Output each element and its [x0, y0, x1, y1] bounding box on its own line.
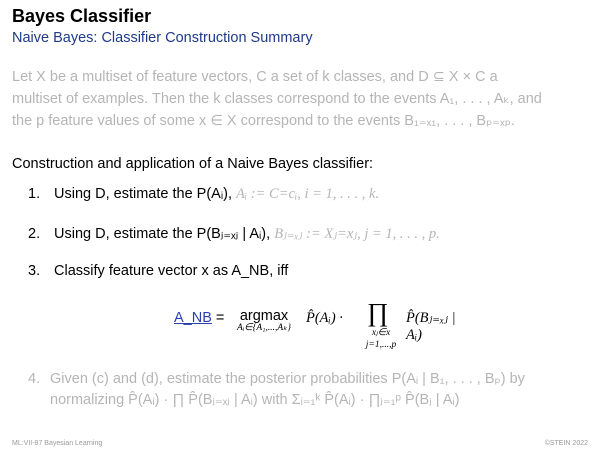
- step-4-number: 4.: [28, 371, 41, 387]
- classification-formula: [174, 300, 474, 360]
- product-subscript-1: xⱼ∈x: [371, 328, 391, 338]
- step-2-text: Using D, estimate the P(Bⱼ₌ₓⱼ | Aᵢ),: [54, 226, 271, 242]
- formula-lhs: [174, 310, 224, 326]
- step-3-number: 3.: [28, 263, 41, 279]
- step-2-number: 2.: [28, 226, 41, 242]
- argmax-label: argmax: [239, 308, 289, 324]
- intro-line-2: multiset of examples. Then the k classes correspond to the events A₁, . . . , Aₖ, and: [12, 91, 542, 107]
- step-3-text: Classify feature vector x as A_NB, iff: [54, 263, 289, 279]
- product-subscript: [361, 327, 401, 351]
- prior-term: P̂(Aᵢ) ·: [306, 310, 343, 326]
- formula-equals: =: [215, 310, 225, 326]
- intro-paragraph: [12, 66, 592, 132]
- anb-symbol: A_NB: [174, 310, 212, 326]
- argmax-operator: [224, 308, 304, 333]
- step-2-note: Bⱼ₌ₓⱼ := Xⱼ=xⱼ, j = 1, . . . , p.: [274, 226, 440, 242]
- section-heading: Construction and application of a Naive Bayes classifier:: [12, 156, 374, 172]
- step-1-number: 1.: [28, 186, 41, 202]
- slide-subtitle: Naive Bayes: Classifier Construction Summary: [12, 30, 313, 46]
- footer-right: ©STEIN 2022: [544, 440, 588, 447]
- likelihood-term: P̂(Bⱼ₌ₓⱼ | Aᵢ): [406, 310, 456, 343]
- footer-left: ML:VII-87 Bayesian Learning: [12, 440, 103, 447]
- intro-line-1: Let X be a multiset of feature vectors, C a set of k classes, and D ⊆ X × C a: [12, 69, 498, 85]
- product-subscript-2: j=1,...,p: [365, 340, 397, 350]
- slide-title: Bayes Classifier: [12, 6, 152, 26]
- step-2: [28, 226, 440, 243]
- step-1: [28, 186, 379, 203]
- step-1-note: Aᵢ := C=cᵢ, i = 1, . . . , k.: [236, 186, 380, 202]
- step-4-line-1: Given (c) and (d), estimate the posterior probabilities P(Aᵢ | B₁, . . . , Bₚ) by: [50, 371, 525, 387]
- argmax-subscript: Aᵢ∈{A₁,...,Aₖ}: [236, 323, 291, 333]
- intro-line-3: the p feature values of some x ∈ X correspond to the events B₁₌ₓ₁, . . . , Bₚ₌ₓₚ.: [12, 113, 515, 129]
- step-4: [28, 369, 593, 411]
- step-3: [28, 263, 288, 279]
- product-symbol: ∏: [367, 298, 389, 327]
- step-4-line-2: normalizing P̂(Aᵢ) · ∏ P̂(Bⱼ₌ₓⱼ | Aᵢ) with Σᵢ₌₁ᵏ P̂(Aᵢ) · ∏ⱼ₌₁ᵖ P̂(Bⱼ | Aᵢ): [50, 392, 460, 408]
- step-1-text: Using D, estimate the P(Aᵢ),: [54, 186, 232, 202]
